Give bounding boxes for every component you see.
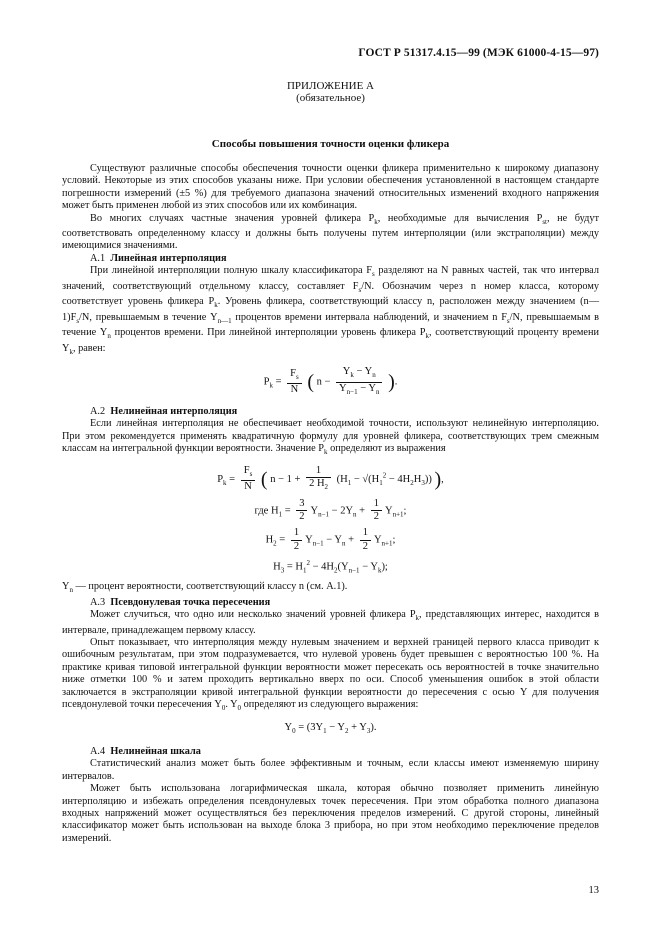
formula-h2: $H_2$ = $\frac{1}{2}$ $Y_{n-1} - Y_n$ + $\frac{1}{2}$ $Y_{n+1}$; [265, 527, 396, 552]
formula-nonlinear-interpolation: $P_k$ = $\frac{F_s}{N}$ ( n − 1 + $\frac{1}{2 H_2}$ $(H_1 - √(H_1^2 - 4H_2H_3))$ ), [217, 464, 444, 493]
interpolation-need-paragraph: Во многих случаях частные значения уровней фликера $P_k$, необходимые для вычисления $P_{st}$, не будут соответствовать определенному классу и должны быть получены путем интерполяции (или экстраполяции) между имеющимися значениями. [62, 212, 599, 252]
appendix-subtitle: (обязательное) [296, 92, 365, 104]
formula-h3: $H_3 = H_1^2 - 4H_2(Y_{n-1} - Y_k)$; [273, 559, 388, 575]
nonlinear-scale-paragraph-2: Может быть использована логарифмическая шкала, которая обычно позволяет применить линейную интерполяцию и избежать определения псевдонулевых точек пересечения. При этом обработка полного диапазона входных напряжений может осуществляться без переключения пределов измерений. С другой стороны, линейный классификатор может быть использован на выходе блока 3 прибора, но при этом необходимо переключение пределов измерений. [62, 783, 599, 844]
formula-linear-interpolation: $P_k$ = $\frac{F_s}{N}$ ( n − $\frac{Y_k - Y_n}{Y_{n-1} - Y_n}$ ). [263, 366, 398, 396]
subsection-a3-heading: А.3 Псевдонулевая точка пересечения [90, 596, 271, 608]
section-title: Способы повышения точности оценки фликера [211, 138, 450, 150]
linear-interpolation-paragraph: При линейной интерполяции полную шкалу классификатора $F_s$ разделяют на N равных частей, так что интервал значений, соответствующий отдельному классу, составляет $F_s/N$. Обозначим через n номер класса, которому соответствует уровень фликера $P_k$. Уровень фликера, соответствующий классу n, расположен между значением $(n—1)F_s/N$, превышаемым в течение $Y_{n—1}$ процентов времени интервала наблюдений, и значением n $F_s/N$, превышаемым в течение $Y_n$ процентов времени. При линейной интерполяции уровень фликера $P_k$, соответствующий проценту времени $Y_k$, равен: [62, 265, 600, 356]
appendix-title: ПРИЛОЖЕНИЕ А [286, 80, 374, 92]
formula-h1: где $H_1$ = $\frac{3}{2}$ $Y_{n-1} - 2Y_n$ + $\frac{1}{2}$ $Y_{n+1}$; [254, 497, 407, 522]
subsection-a1-heading: А.1 Линейная интерполяция [90, 252, 227, 264]
page-header: ГОСТ Р 51317.4.15—99 (МЭК 61000-4-15—97) [358, 47, 599, 59]
appendix-heading [0, 80, 661, 104]
document-body [62, 163, 599, 845]
formula-y0: $Y_0 = (3Y_1 - Y_2 + Y_3)$. [284, 722, 377, 736]
nonlinear-scale-paragraph-1: Статистический анализ может быть более эффективным и точным, если классы имеют изменяемую ширину интервалов. [62, 758, 599, 782]
nonlinear-interpolation-paragraph: Если линейная интерполяция не обеспечивает необходимой точности, используют нелинейную интерполяцию. При этом рекомендуется применять квадратичную формулу для уровней фликера, соответствующих трем смежным классам на интегральной функции вероятности. Значение $P_k$ определяют из выражения [62, 418, 599, 457]
yn-definition: $Y_n$ — процент вероятности, соответствующий классу n (см. А.1). [62, 581, 348, 595]
subsection-a2-heading: А.2 Нелинейная интерполяция [90, 406, 238, 418]
pseudo-zero-paragraph-2: Опыт показывает, что интерполяция между нулевым значением и верхней границей первого класса приводит к ошибочным результатам, при этом подразумевается, что нулевой уровень будет превышен с вероятностью 100 %. На практике кривая типовой интегральной функции вероятности может пересекать ось вероятностей в точке значительно ниже отметки 100 % и затем проходить вертикально вверх по оси. Способ уменьшения ошибок в этой области заключается в экстраполяции кривой интегральной функции вероятности до пересечения с осью Y для получения псевдонулевой точки пересечения $Y_0$. $Y_0$ определяют из следующего выражения: [62, 636, 599, 713]
intro-paragraph: Существуют различные способы обеспечения точности оценки фликера применительно к широкому диапазону условий. Некоторые из этих способов указаны ниже. При условии обеспечения установленной в настоящем стандарте погрешности измерений (±5 %) для требуемого диапазона значений относительных изменений входного напряжения может быть применен любой из этих способов или их комбинация. [62, 163, 599, 212]
pseudo-zero-paragraph-1: Может случиться, что одно или несколько значений уровней фликера $P_k$, представляющих интерес, находится в интервале, принадлежащем первому классу. [62, 609, 599, 636]
subsection-a4-heading: А.4 Нелинейная шкала [90, 745, 201, 757]
page-number: 13 [588, 885, 599, 896]
